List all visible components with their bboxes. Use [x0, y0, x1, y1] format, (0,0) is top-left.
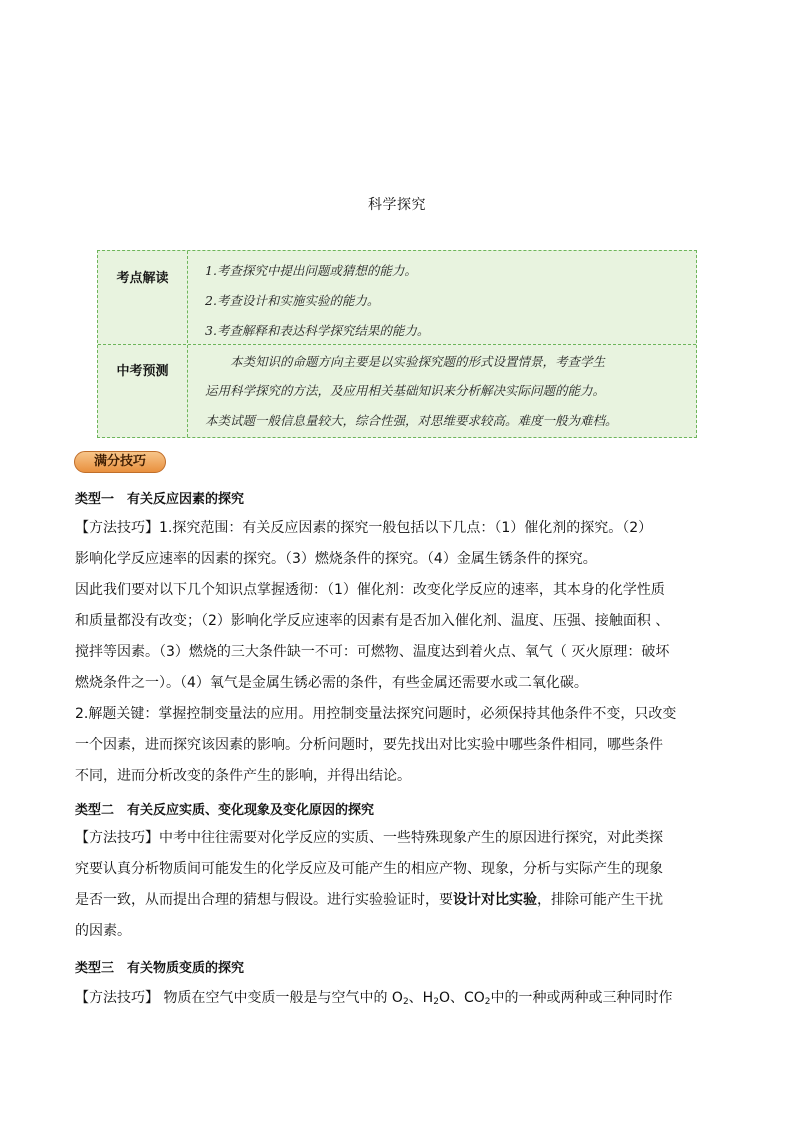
section1-line: 2.解题关键：掌握控制变量法的应用。用控制变量法探究问题时，必须保持其他条件不变，只改变 [75, 706, 677, 722]
section1-line: 搅拌等因素。（3）燃烧的三大条件缺一不可：可燃物、温度达到着火点、氧气（ 灭火原理：破坏 [75, 644, 670, 660]
key-point-1: 1.考查探究中提出问题或猜想的能力。 [205, 263, 417, 278]
row-label-key-points: 考点解读 [116, 271, 169, 286]
section1-heading: 类型一 有关反应因素的探究 [75, 492, 245, 507]
section2-line [75, 885, 725, 916]
section3-text: 中的一种或两种或三种同时作 [490, 990, 673, 1006]
section2-line: 的因素。 [75, 923, 131, 939]
row-label-forecast: 中考预测 [116, 364, 169, 379]
section1-body [75, 513, 725, 792]
section2-line: 【方法技巧】中考中往往需要对化学反应的实质、一些特殊现象产生的原因进行探究，对此类探 [75, 830, 663, 846]
section2-text: 是否一致，从而提出合理的猜想与假设。进行实验验证时，要 [75, 892, 453, 908]
section1-line: 影响化学反应速率的因素的探究。（3）燃烧条件的探究。（4）金属生锈条件的探究。 [75, 551, 597, 567]
section3-heading: 类型三 有关物质变质的探究 [75, 961, 245, 976]
section1-line: 和质量都没有改变；（2）影响化学反应速率的因素有是否加入催化剂、温度、压强、接触面积 、 [75, 613, 670, 629]
section1-line: 不同，进而分析改变的条件产生的影响，并得出结论。 [75, 768, 411, 784]
emphasis-contrast-experiment: 设计对比实验 [453, 892, 537, 908]
section2-heading: 类型二 有关反应实质、变化现象及变化原因的探究 [75, 803, 375, 818]
section1-line: 燃烧条件之一）。（4）氧气是金属生锈必需的条件，有些金属还需要水或二氧化碳。 [75, 675, 588, 691]
section1-line: 因此我们要对以下几个知识点掌握透彻：（1）催化剂：改变化学反应的速率，其本身的化学性质 [75, 582, 665, 598]
section2-line: 究要认真分析物质间可能发生的化学反应及可能产生的相应产物、现象，分析与实际产生的现象 [75, 861, 663, 877]
table-divider-horizontal [98, 344, 696, 345]
section3-line [75, 983, 725, 1018]
section2-body [75, 823, 725, 947]
section1-line: 【方法技巧】1.探究范围：有关反应因素的探究一般包括以下几点：（1）催化剂的探究。（2） [75, 520, 653, 536]
page-title: 科学探究 [368, 197, 426, 213]
section2-text: ，排除可能产生干扰 [537, 892, 663, 908]
separator: 、 [449, 990, 464, 1006]
section1-line: 一个因素，进而探究该因素的影响。分析问题时，要先找出对比实验中哪些条件相同，哪些条件 [75, 737, 663, 753]
formula-h2o: $H_2O$ [422, 990, 450, 1007]
key-point-2: 2.考查设计和实施实验的能力。 [205, 293, 380, 308]
separator: 、 [408, 990, 423, 1006]
formula-o2: $O_2$ [391, 990, 409, 1007]
forecast-line-2: 运用科学探究的方法，及应用相关基础知识来分析解决实际问题的能力。 [205, 383, 606, 398]
section3-text: 【方法技巧】 物质在空气中变质一般是与空气中的 [75, 990, 392, 1006]
formula-co2: $CO_2$ [463, 990, 491, 1007]
forecast-line-3: 本类试题一般信息量较大，综合性强，对思维要求较高。难度一般为难档。 [205, 413, 618, 428]
full-score-tips-badge: 满分技巧 [74, 451, 166, 473]
section3-body [75, 983, 725, 1018]
forecast-line-1: 本类知识的命题方向主要是以实验探究题的形式设置情景，考查学生 [230, 354, 606, 369]
key-point-3: 3.考查解释和表达科学探究结果的能力。 [205, 323, 430, 338]
exam-analysis-table [97, 250, 697, 438]
